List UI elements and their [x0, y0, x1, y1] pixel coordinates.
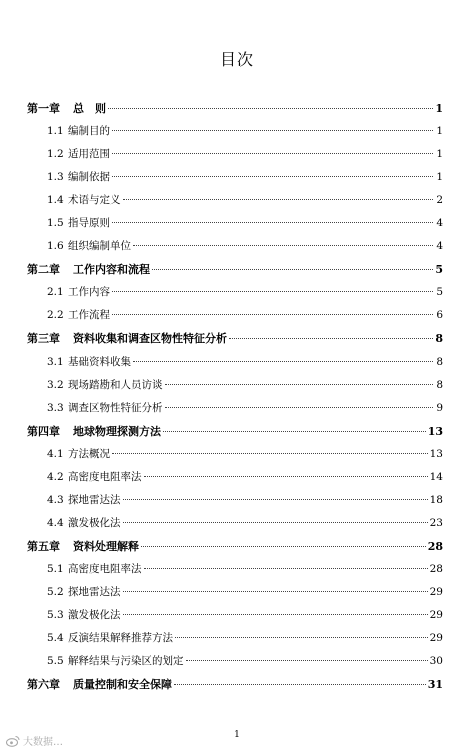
toc-entry-label: 现场踏勘和人员访谈: [68, 378, 163, 391]
dot-leader: [112, 130, 433, 131]
toc-entry-label: 激发极化法: [68, 516, 121, 529]
toc-entry-label: 编制依据: [68, 171, 110, 184]
toc-entry-number: 1.2: [47, 148, 64, 161]
toc-entry-label: 质量控制和安全保障: [73, 678, 172, 692]
dot-leader: [123, 591, 428, 592]
dot-leader: [112, 176, 433, 177]
toc-section-entry[interactable]: [27, 143, 443, 166]
toc-chapter-entry[interactable]: [27, 535, 443, 558]
toc-entry-label: 术语与定义: [68, 194, 121, 207]
dot-leader: [108, 108, 433, 109]
dot-leader: [152, 269, 433, 270]
toc-entry-label: 编制目的: [68, 125, 110, 138]
toc-section-entry[interactable]: [27, 466, 443, 489]
toc-entry-label: 适用范围: [68, 148, 110, 161]
toc-entry-page: 31: [427, 678, 443, 692]
toc-entry-page: 1: [436, 171, 443, 184]
toc-entry-number: 第六章: [27, 678, 60, 692]
toc-entry-label: 组织编制单位: [68, 240, 131, 253]
toc-entry-label: 地球物理探测方法: [73, 424, 161, 438]
toc-section-entry[interactable]: [27, 627, 443, 650]
toc-entry-label: 反演结果解释推荐方法: [68, 632, 173, 645]
toc-entry-number: 5.5: [47, 655, 64, 668]
toc-entry-number: 2.1: [47, 286, 64, 299]
toc-chapter-entry[interactable]: [27, 673, 443, 696]
toc-entry-page: 1: [435, 102, 443, 115]
toc-entry-number: 第一章: [27, 102, 60, 115]
dot-leader: [112, 222, 433, 223]
toc-entry-number: 第四章: [27, 424, 60, 438]
toc-entry-number: 5.4: [47, 632, 64, 645]
dot-leader: [123, 199, 434, 200]
toc-entry-page: 4: [436, 217, 443, 230]
toc-entry-page: 6: [436, 309, 443, 322]
toc-chapter-entry[interactable]: [27, 97, 443, 120]
toc-entry-page: 28: [429, 562, 443, 575]
toc-entry-page: 5: [435, 263, 443, 277]
toc-section-entry[interactable]: [27, 304, 443, 327]
toc-entry-number: 4.3: [47, 493, 64, 506]
toc-entry-label: 调查区物性特征分析: [68, 401, 163, 414]
toc-entry-label: 解释结果与污染区的划定: [68, 655, 184, 668]
dot-leader: [141, 546, 426, 547]
toc-entry-number: 1.1: [47, 125, 64, 138]
toc-entry-page: 29: [429, 585, 443, 598]
toc-entry-page: 13: [427, 424, 443, 438]
toc-entry-label: 高密度电阻率法: [68, 470, 142, 483]
toc-entry-number: 1.3: [47, 171, 64, 184]
toc-entry-page: 8: [436, 355, 443, 368]
watermark-text: 大数据…: [23, 737, 63, 748]
page-number: 1: [234, 730, 240, 740]
toc-section-entry[interactable]: [27, 212, 443, 235]
toc-section-entry[interactable]: [27, 558, 443, 581]
toc-entry-label: 指导原则: [68, 217, 110, 230]
toc-section-entry[interactable]: [27, 650, 443, 673]
toc-entry-number: 5.1: [47, 562, 64, 575]
toc-section-entry[interactable]: [27, 489, 443, 512]
toc-entry-label: 高密度电阻率法: [68, 562, 142, 575]
toc-entry-page: 9: [436, 401, 443, 414]
toc-section-entry[interactable]: [27, 351, 443, 374]
toc-entry-number: 1.5: [47, 217, 64, 230]
dot-leader: [112, 314, 433, 315]
toc-section-entry[interactable]: [27, 397, 443, 420]
toc-entry-number: 4.4: [47, 516, 64, 529]
toc-entry-number: 第三章: [27, 332, 60, 346]
dot-leader: [144, 568, 428, 569]
dot-leader: [175, 637, 428, 638]
dot-leader: [133, 245, 433, 246]
toc-entry-label: 探地雷达法: [68, 493, 121, 506]
dot-leader: [186, 660, 428, 661]
toc-entry-label: 资料收集和调查区物性特征分析: [73, 332, 227, 346]
toc-entry-page: 8: [435, 332, 443, 346]
toc-entry-label: 工作流程: [68, 309, 110, 322]
toc-entry-page: 30: [429, 655, 443, 668]
toc-entry-label: 激发极化法: [68, 609, 121, 622]
dot-leader: [112, 291, 433, 292]
toc-entry-page: 1: [436, 125, 443, 138]
toc-entry-page: 14: [429, 470, 443, 483]
toc-section-entry[interactable]: [27, 166, 443, 189]
toc-section-entry[interactable]: [27, 281, 443, 304]
weibo-logo-icon: [6, 735, 20, 747]
toc-entry-label: 资料处理解释: [73, 539, 139, 553]
toc-entry-page: 4: [436, 240, 443, 253]
toc-chapter-entry[interactable]: [27, 327, 443, 350]
toc-entry-number: 4.2: [47, 470, 64, 483]
toc-entry-page: 13: [429, 447, 443, 460]
toc-section-entry[interactable]: [27, 189, 443, 212]
toc-section-entry[interactable]: [27, 581, 443, 604]
dot-leader: [229, 338, 433, 339]
toc-entry-page: 2: [436, 194, 443, 207]
toc-entry-number: 3.3: [47, 401, 64, 414]
toc-entry-label: 方法概况: [68, 447, 110, 460]
toc-entry-label: 探地雷达法: [68, 585, 121, 598]
watermark: [6, 733, 63, 748]
toc-entry-number: 第五章: [27, 539, 60, 553]
toc-entry-page: 1: [436, 148, 443, 161]
dot-leader: [112, 153, 433, 154]
dot-leader: [144, 476, 428, 477]
toc-entry-page: 5: [436, 286, 443, 299]
table-of-contents: [27, 97, 443, 696]
toc-entry-number: 3.1: [47, 355, 64, 368]
toc-entry-number: 第二章: [27, 263, 60, 277]
toc-section-entry[interactable]: [27, 512, 443, 535]
toc-section-entry[interactable]: [27, 235, 443, 258]
dot-leader: [123, 614, 428, 615]
toc-entry-number: 5.2: [47, 585, 64, 598]
dot-leader: [165, 384, 434, 385]
dot-leader: [174, 684, 426, 685]
dot-leader: [163, 431, 426, 432]
toc-chapter-entry[interactable]: [27, 420, 443, 443]
toc-section-entry[interactable]: [27, 443, 443, 466]
toc-section-entry[interactable]: [27, 374, 443, 397]
dot-leader: [165, 407, 434, 408]
toc-entry-number: 4.1: [47, 447, 64, 460]
toc-entry-page: 23: [429, 516, 443, 529]
dot-leader: [123, 499, 428, 500]
toc-entry-number: 1.6: [47, 240, 64, 253]
dot-leader: [112, 453, 428, 454]
toc-entry-page: 28: [427, 539, 443, 553]
dot-leader: [123, 522, 428, 523]
toc-entry-number: 3.2: [47, 378, 64, 391]
toc-entry-label: 总 则: [73, 102, 106, 115]
toc-entry-page: 18: [429, 493, 443, 506]
toc-entry-page: 29: [429, 632, 443, 645]
page-title: 目次: [219, 50, 254, 69]
toc-section-entry[interactable]: [27, 604, 443, 627]
toc-section-entry[interactable]: [27, 120, 443, 143]
toc-chapter-entry[interactable]: [27, 258, 443, 281]
dot-leader: [133, 361, 433, 362]
toc-entry-label: 基础资料收集: [68, 355, 131, 368]
toc-entry-label: 工作内容和流程: [73, 263, 150, 277]
toc-entry-label: 工作内容: [68, 286, 110, 299]
toc-entry-number: 2.2: [47, 309, 64, 322]
toc-entry-page: 29: [429, 609, 443, 622]
toc-entry-number: 5.3: [47, 609, 64, 622]
toc-entry-page: 8: [436, 378, 443, 391]
toc-entry-number: 1.4: [47, 194, 64, 207]
